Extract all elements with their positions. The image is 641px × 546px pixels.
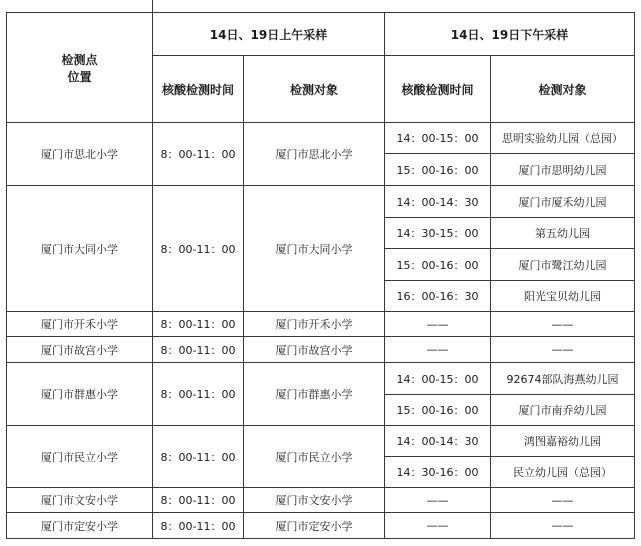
pm-target-cell: —— <box>491 337 635 363</box>
site-cell: 厦门市大同小学 <box>7 186 153 312</box>
pm-target-cell: 厦门市南乔幼儿园 <box>491 395 635 426</box>
header-site-line2: 位置 <box>67 69 92 84</box>
pm-time-cell: 14：00-15：00 <box>385 123 491 154</box>
am-target-cell: 厦门市群惠小学 <box>244 363 385 426</box>
table-row <box>7 363 635 395</box>
pm-target-cell: 鸿图嘉裕幼儿园 <box>491 426 635 457</box>
top-border-fragment <box>152 0 153 12</box>
pm-target-cell: —— <box>491 513 635 539</box>
header-pm-time: 核酸检测时间 <box>385 56 491 123</box>
table-row <box>7 426 635 457</box>
am-time-cell: 8：00-11：00 <box>153 337 244 363</box>
am-target-cell: 厦门市民立小学 <box>244 426 385 488</box>
am-target-cell: 厦门市开禾小学 <box>244 312 385 337</box>
header-morning-group: 14日、19日上午采样 <box>153 13 385 56</box>
header-site-line1: 检测点 <box>61 52 98 67</box>
pm-time-cell: —— <box>385 312 491 337</box>
pm-target-cell: 阳光宝贝幼儿园 <box>491 281 635 312</box>
header-afternoon-group: 14日、19日下午采样 <box>385 13 635 56</box>
am-target-cell: 厦门市故宫小学 <box>244 337 385 363</box>
site-cell: 厦门市群惠小学 <box>7 363 153 426</box>
pm-target-cell: 思明实验幼儿园（总园） <box>491 123 635 154</box>
pm-time-cell: 15：00-16：00 <box>385 154 491 186</box>
am-time-cell: 8：00-11：00 <box>153 513 244 539</box>
am-time-cell: 8：00-11：00 <box>153 363 244 426</box>
pm-time-cell: 14：00-15：00 <box>385 363 491 395</box>
site-cell: 厦门市思北小学 <box>7 123 153 186</box>
am-time-cell: 8：00-11：00 <box>153 312 244 337</box>
table-row <box>7 488 635 513</box>
site-cell: 厦门市开禾小学 <box>7 312 153 337</box>
pm-target-cell: 92674部队海燕幼儿园 <box>491 363 635 395</box>
pm-time-cell: 14：30-16：00 <box>385 457 491 488</box>
site-cell: 厦门市民立小学 <box>7 426 153 488</box>
site-cell: 厦门市定安小学 <box>7 513 153 539</box>
table-row <box>7 337 635 363</box>
table-row <box>7 312 635 337</box>
pm-time-cell: 14：00-14：30 <box>385 426 491 457</box>
pm-target-cell: 民立幼儿园（总园） <box>491 457 635 488</box>
pm-target-cell: 厦门市鹭江幼儿园 <box>491 249 635 281</box>
header-pm-target: 检测对象 <box>491 56 635 123</box>
pm-time-cell: 15：00-16：00 <box>385 249 491 281</box>
header-am-time: 核酸检测时间 <box>153 56 244 123</box>
am-time-cell: 8：00-11：00 <box>153 488 244 513</box>
table-row <box>7 513 635 539</box>
am-target-cell: 厦门市文安小学 <box>244 488 385 513</box>
pm-target-cell: —— <box>491 488 635 513</box>
site-cell: 厦门市文安小学 <box>7 488 153 513</box>
site-cell: 厦门市故宫小学 <box>7 337 153 363</box>
am-target-cell: 厦门市大同小学 <box>244 186 385 312</box>
sampling-schedule-table <box>6 12 635 539</box>
am-time-cell: 8：00-11：00 <box>153 186 244 312</box>
pm-target-cell: 厦门市厦禾幼儿园 <box>491 186 635 218</box>
header-am-target: 检测对象 <box>244 56 385 123</box>
pm-target-cell: —— <box>491 312 635 337</box>
table-row <box>7 186 635 218</box>
am-target-cell: 厦门市思北小学 <box>244 123 385 186</box>
pm-time-cell: 14：30-15：00 <box>385 218 491 249</box>
am-time-cell: 8：00-11：00 <box>153 123 244 186</box>
pm-time-cell: —— <box>385 488 491 513</box>
pm-target-cell: 第五幼儿园 <box>491 218 635 249</box>
pm-target-cell: 厦门市思明幼儿园 <box>491 154 635 186</box>
header-site <box>7 13 153 123</box>
pm-time-cell: 15：00-16：00 <box>385 395 491 426</box>
pm-time-cell: —— <box>385 337 491 363</box>
pm-time-cell: 16：00-16：30 <box>385 281 491 312</box>
pm-time-cell: —— <box>385 513 491 539</box>
am-time-cell: 8：00-11：00 <box>153 426 244 488</box>
pm-time-cell: 14：00-14：30 <box>385 186 491 218</box>
am-target-cell: 厦门市定安小学 <box>244 513 385 539</box>
table-row <box>7 123 635 154</box>
